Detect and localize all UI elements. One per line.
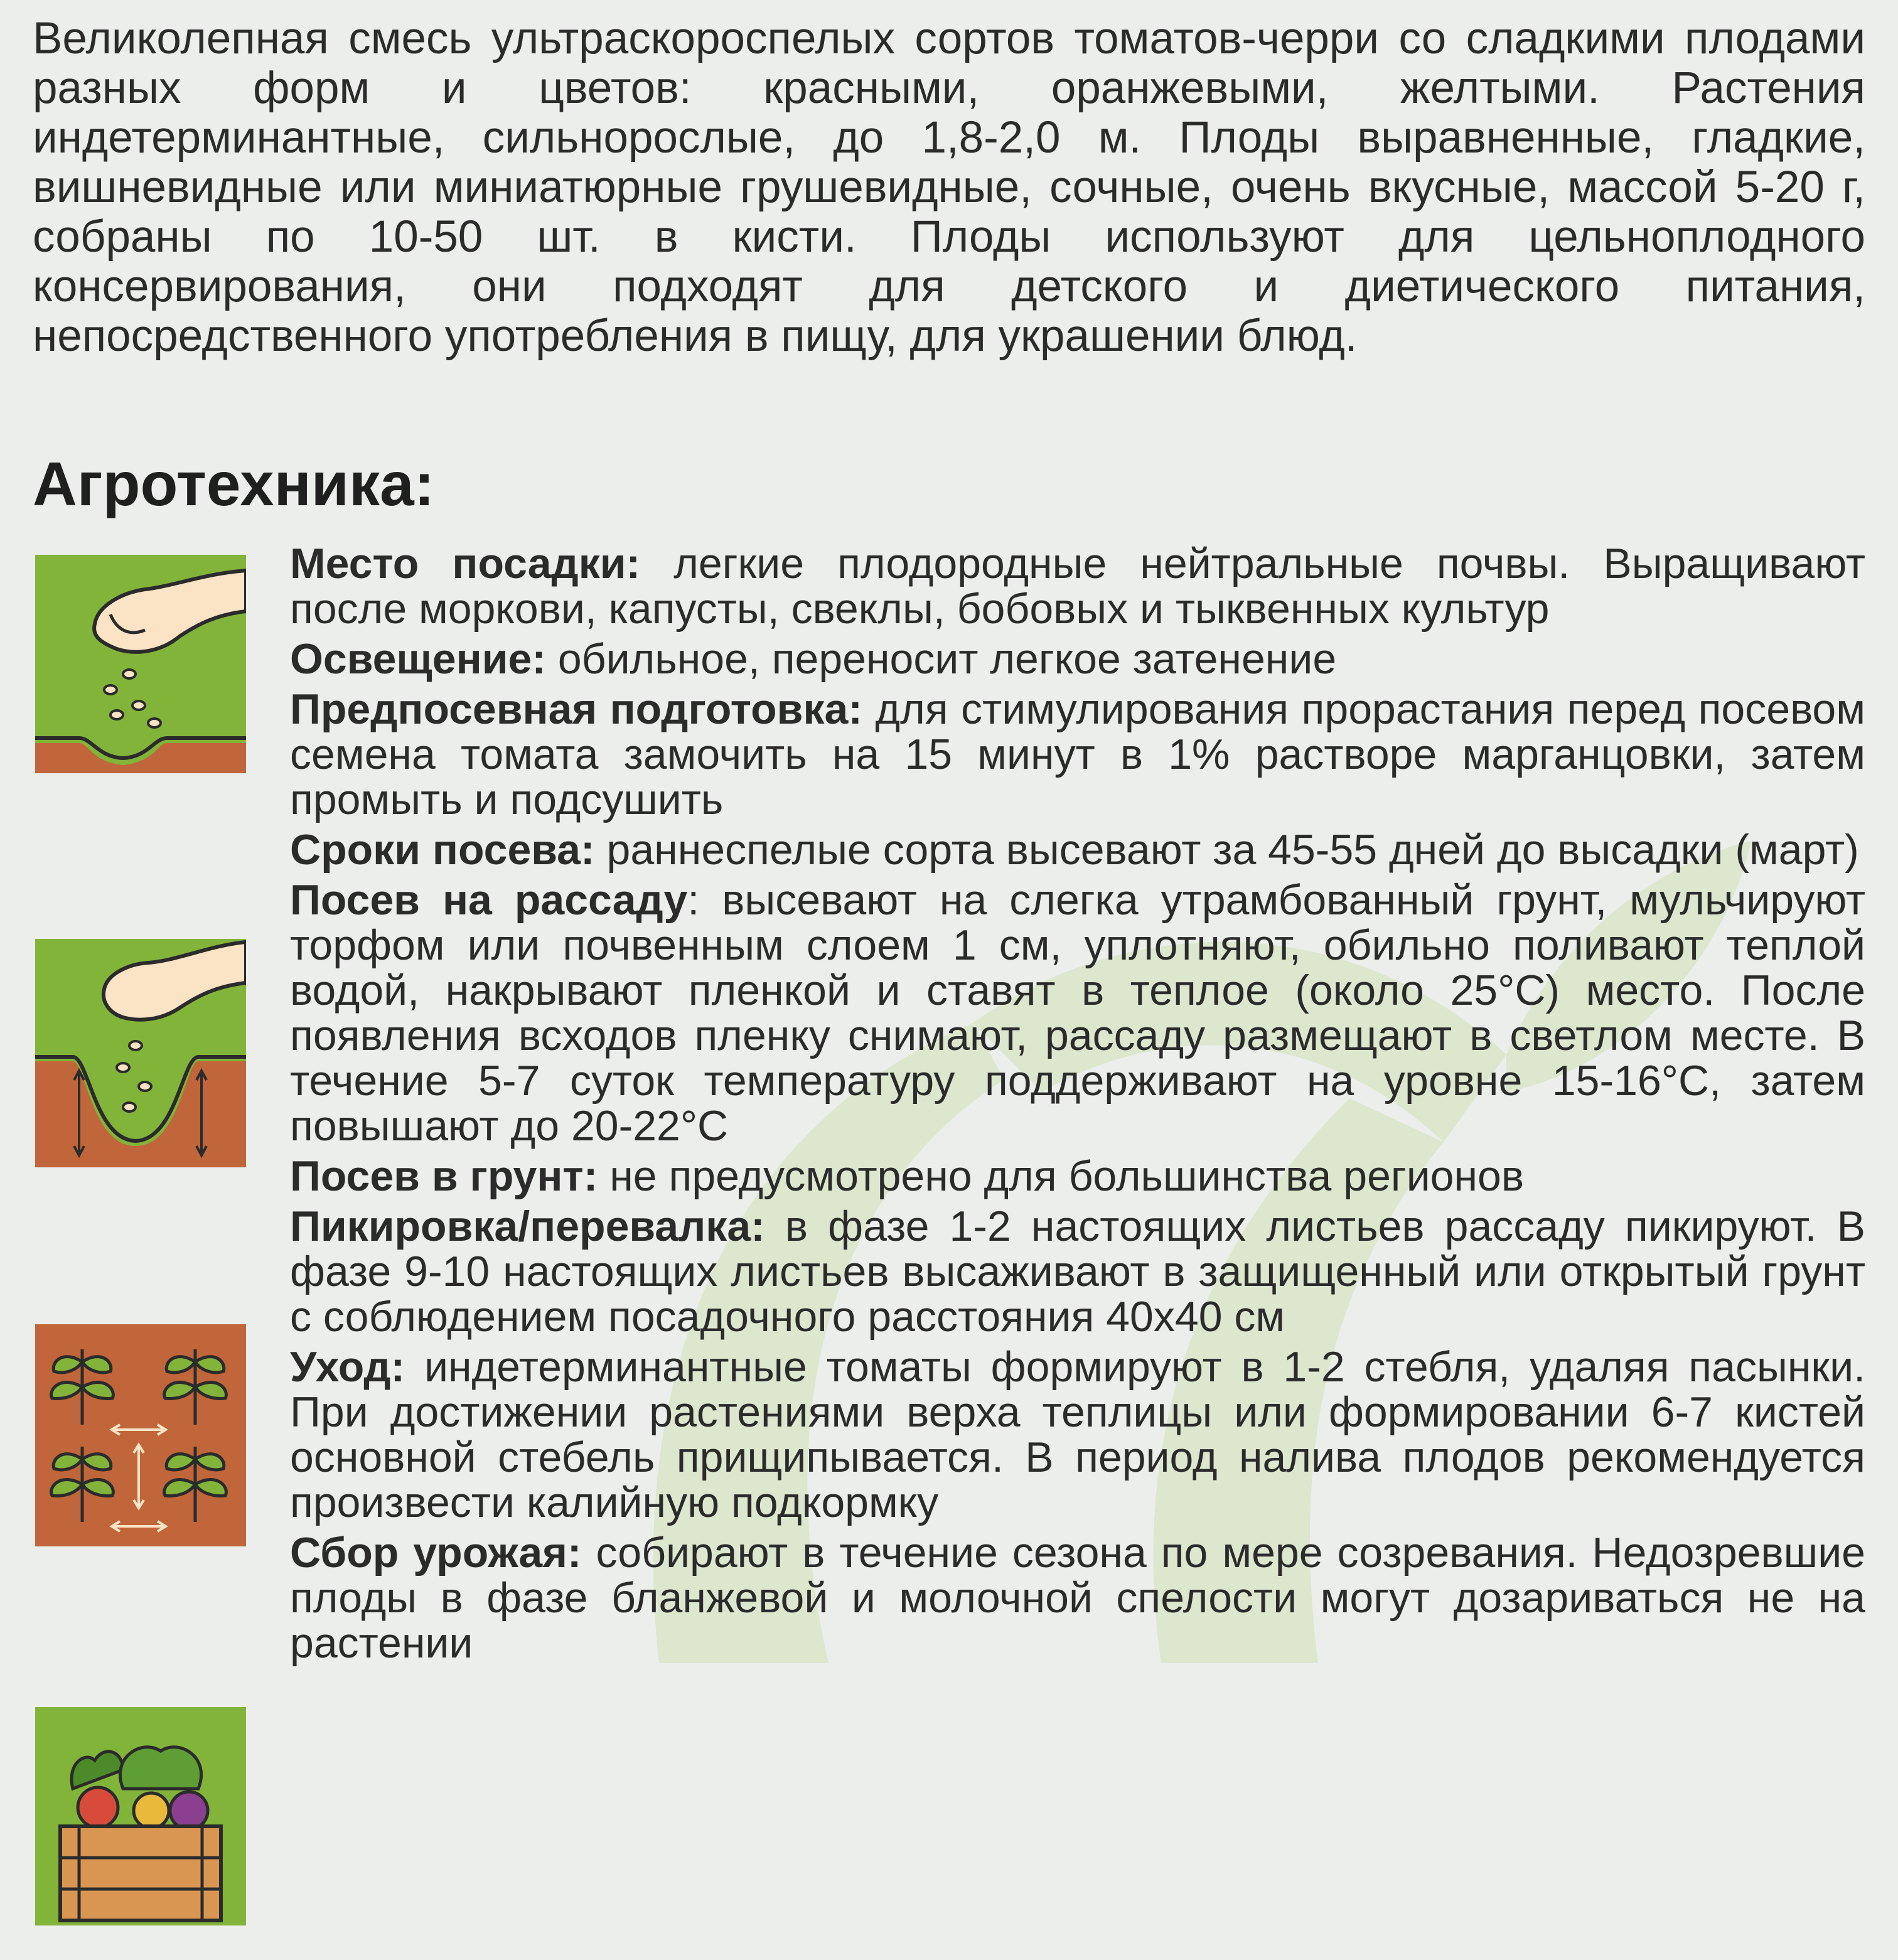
section-title: Агротехника:: [33, 449, 435, 518]
hand-sowing-seeds-icon: [35, 555, 246, 773]
care-item: Уход: индетерминантные томаты формируют в 1-2 стебля, удаляя пасынки. При достижении растениями верха теплицы или формировании 6-7 кистей основной стебель прищипывается. В период налива плодов рекомендуется произвести калийную подкормку: [290, 1343, 1865, 1526]
sowing-dates-item: Сроки посева: раннеспелые сорта высевают за 45-55 дней до высадки (март): [290, 826, 1859, 874]
agrotechnics-list: [290, 541, 1865, 1671]
sowing-in-furrow-icon: [35, 939, 246, 1167]
sowing-in-ground-item: Посев в грунт: не предусмотрено для большинства регионов: [290, 1152, 1524, 1200]
presowing-preparation-item: Предпосевная подготовка: для стимулирования прорастания перед посевом семена томата замочить на 15 минут в 1% растворе марганцовки, затем промыть и подсушить: [290, 685, 1865, 823]
picking-transplanting-item: Пикировка/перевалка: в фазе 1-2 настоящих листьев рассаду пикируют. В фазе 9-10 настоящих листьев высаживают в защищенный или открытый грунт с соблюдением посадочного расстояния 40х40 см: [290, 1202, 1865, 1341]
planting-site-item: Место посадки: легкие плодородные нейтральные почвы. Выращивают после моркови, капусты, свеклы, бобовых и тыквенных культур: [290, 540, 1865, 633]
vegetable-crate-icon: [35, 1707, 246, 1925]
seedling-spacing-icon: [35, 1324, 246, 1546]
product-description: Великолепная смесь ультраскороспелых сортов томатов-черри со сладкими плодами разных форм и цветов: красными, оранжевыми, желтыми. Растения индетерминантные, сильнорослые, до 1,8-2,0 м. Плоды выравненные, гладкие, вишневидные или миниатюрные грушевидные, сочные, очень вкусные, массой 5-20 г, собраны по 10-50 шт. в кисти. Плоды используют для цельноплодного консервирования, они подходят для детского и диетического питания, непосредственного употребления в пищу, для украшении блюд.: [33, 14, 1865, 361]
harvest-item: Сбор урожая: собирают в течение сезона по мере созревания. Недозревшие плоды в фазе бланжевой и молочной спелости могут дозариваться не на растении: [290, 1529, 1865, 1667]
sowing-seedlings-item: Посев на рассаду: высевают на слегка утрамбованный грунт, мульчируют торфом или почвенным слоем 1 см, уплотняют, обильно поливают теплой водой, накрывают пленкой и ставят в теплое (около 25°С) место. После появления всходов пленку снимают, рассаду размещают в светлом месте. В течение 5-7 суток температуру поддерживают на уровне 15-16°С, затем повышают до 20-22°С: [290, 876, 1865, 1150]
lighting-item: Освещение: обильное, переносит легкое затенение: [290, 635, 1337, 683]
